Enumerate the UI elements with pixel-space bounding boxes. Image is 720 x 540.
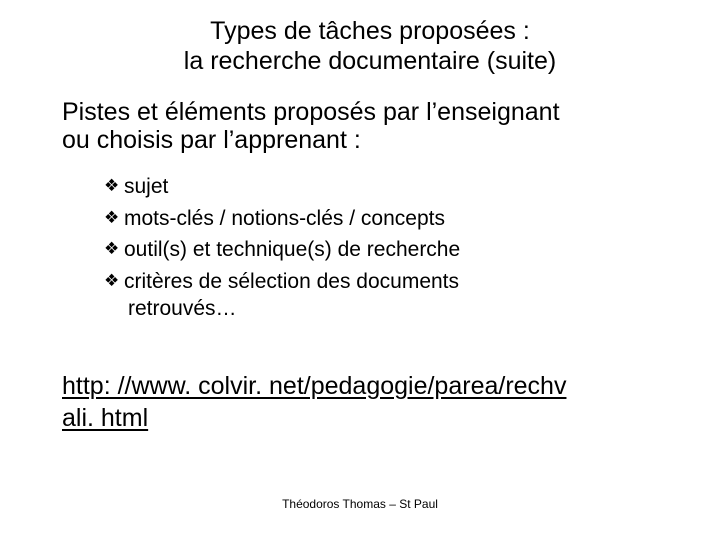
list-item [104, 266, 704, 322]
diamond-bullet-icon: ❖ [104, 176, 120, 196]
list-item [104, 234, 704, 266]
intro-line-2: ou choisis par l’apprenant : [62, 126, 361, 154]
intro-line-1: Pistes et éléments proposés par l’enseignant [62, 98, 560, 126]
diamond-bullet-icon: ❖ [104, 207, 120, 228]
title-line-2: la recherche documentaire (suite) [183, 47, 557, 75]
bullet-continuation: retrouvés… [128, 297, 237, 320]
intro-text [62, 98, 712, 154]
title-line-1: Types de tâches proposées : [210, 17, 530, 45]
bullet-text: outil(s) et technique(s) de recherche [124, 238, 461, 261]
slide-title [80, 16, 660, 76]
bullet-text: critères de sélection des documents [124, 269, 460, 293]
diamond-bullet-icon: ❖ [104, 270, 120, 291]
reference-link[interactable] [62, 370, 702, 434]
diamond-bullet-icon: ❖ [104, 239, 120, 259]
bullet-text: mots-clés / notions-clés / concepts [124, 206, 445, 230]
bullet-text: sujet [124, 175, 169, 198]
bullet-list [104, 171, 704, 321]
list-item [104, 203, 704, 235]
link-line-2[interactable]: ali. html [62, 404, 149, 432]
link-line-1[interactable]: http: //www. colvir. net/pedagogie/parea/rechv [62, 372, 567, 400]
footer-author: Théodoros Thomas – St Paul [282, 497, 438, 511]
list-item [104, 171, 704, 203]
